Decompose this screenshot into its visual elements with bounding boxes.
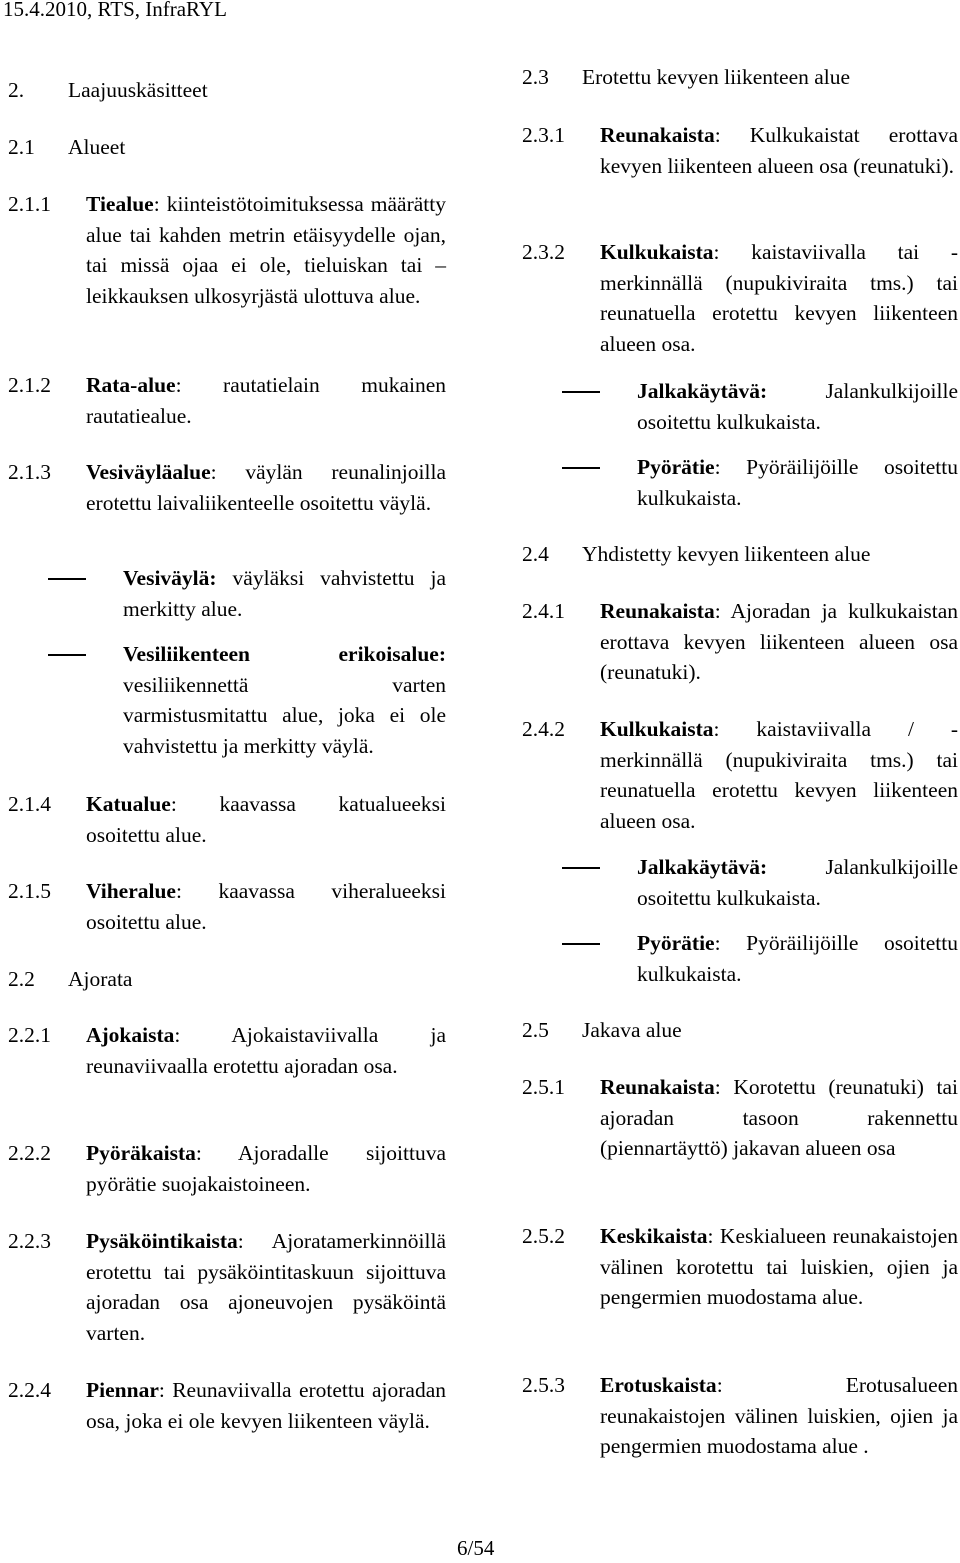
definition-text: : Ajoradan ja kulkukaistan erottava kevyen liikenteen alueen osa (reunatuki). bbox=[600, 599, 958, 684]
item-number: 2.1.4 bbox=[8, 792, 51, 816]
section-title: Alueet bbox=[68, 135, 126, 159]
term: Keskikaista bbox=[600, 1224, 708, 1248]
term: Tiealue bbox=[86, 192, 154, 216]
term: Kulkukaista bbox=[600, 717, 714, 741]
dash-marker bbox=[562, 391, 600, 393]
sub-definition-pyoratie-2 bbox=[562, 928, 958, 989]
definition-2-5-3 bbox=[522, 1370, 958, 1462]
definition-text: : kiinteistötoimituksessa määrätty alue tai kahden metrin etäisyydelle ojan, tai missä ojaa ei ole, tieluiskan tai –leikkauksen ulkosyrjästä ulottuva alue. bbox=[86, 192, 446, 308]
term: Ajokaista bbox=[86, 1023, 175, 1047]
item-number: 2.2.1 bbox=[8, 1023, 51, 1047]
definition-2-1-1 bbox=[8, 189, 446, 311]
definition-2-5-2 bbox=[522, 1221, 958, 1313]
term: Katualue bbox=[86, 792, 171, 816]
section-number: 2.4 bbox=[522, 542, 549, 566]
definition-2-4-1 bbox=[522, 596, 958, 688]
definition-2-2-2 bbox=[8, 1138, 446, 1199]
dash-marker bbox=[48, 578, 86, 580]
page-header: 15.4.2010, RTS, InfraRYL bbox=[3, 0, 227, 21]
item-number: 2.5.3 bbox=[522, 1373, 565, 1397]
item-number: 2.3.2 bbox=[522, 240, 565, 264]
definition-2-1-3 bbox=[8, 457, 446, 518]
section-number: 2.1 bbox=[8, 135, 35, 159]
term: Vesiväyläalue bbox=[86, 460, 211, 484]
sub-definition-jalkakaytava-2 bbox=[562, 852, 958, 913]
item-number: 2.1.2 bbox=[8, 373, 51, 397]
definition-text: : Korotettu (reunatuki) tai ajoradan tasoon rakennettu (piennartäyttö) jakavan alueen osa bbox=[600, 1075, 958, 1160]
term: Piennar bbox=[86, 1378, 159, 1402]
item-number: 2.1.3 bbox=[8, 460, 51, 484]
definition-text: : Ajoradalle sijoittuva pyörätie suojakaistoineen. bbox=[86, 1141, 446, 1196]
item-number: 2.2.3 bbox=[8, 1229, 51, 1253]
section-heading-2-3 bbox=[522, 62, 850, 93]
definition-2-1-4 bbox=[8, 789, 446, 850]
definition-2-4-2 bbox=[522, 714, 958, 836]
definition-text: : Keskialueen reunakaistojen välinen korotettu tai luiskien, ojien ja pengermien muodostama alue. bbox=[600, 1224, 958, 1309]
item-number: 2.4.2 bbox=[522, 717, 565, 741]
term: Pyörätie bbox=[637, 455, 715, 479]
term: Viheralue bbox=[86, 879, 176, 903]
dash-marker bbox=[562, 467, 600, 469]
sub-definition-vesivayla bbox=[48, 563, 446, 624]
definition-text: : kaavassa katualueeksi osoitettu alue. bbox=[86, 792, 446, 847]
definition-text: : Kulkukaistat erottava kevyen liikenteen alueen osa (reunatuki). bbox=[600, 123, 958, 178]
term: Reunakaista bbox=[600, 123, 715, 147]
section-number: 2.2 bbox=[8, 967, 35, 991]
definition-2-3-1 bbox=[522, 120, 958, 181]
sub-definition-jalkakaytava bbox=[562, 376, 958, 437]
dash-marker bbox=[562, 867, 600, 869]
item-number: 2.3.1 bbox=[522, 123, 565, 147]
definition-text: : Reunaviivalla erotettu ajoradan osa, joka ei ole kevyen liikenteen väylä. bbox=[86, 1378, 446, 1433]
definition-text: vesiliikennettä varten varmistusmitattu alue, joka ei ole vahvistettu ja merkitty väylä. bbox=[123, 672, 446, 758]
section-title: Yhdistetty kevyen liikenteen alue bbox=[582, 542, 871, 566]
term: Pyörätie bbox=[637, 931, 715, 955]
section-heading-2-4 bbox=[522, 539, 870, 570]
item-number: 2.1.1 bbox=[8, 192, 51, 216]
item-number: 2.5.2 bbox=[522, 1224, 565, 1248]
section-title: Erotettu kevyen liikenteen alue bbox=[582, 65, 851, 89]
term: Vesiväylä: bbox=[123, 566, 217, 590]
definition-2-1-2 bbox=[8, 370, 446, 431]
term: Reunakaista bbox=[600, 599, 715, 623]
term: Kulkukaista bbox=[600, 240, 714, 264]
definition-2-2-4 bbox=[8, 1375, 446, 1436]
definition-text: : Pyöräilijöille osoitettu kulkukaista. bbox=[637, 455, 958, 510]
definition-text: : kaistaviivalla / -merkinnällä (nupukiviraita tms.) tai reunatuella erotettu kevyen liikenteen alueen osa. bbox=[600, 717, 958, 833]
item-number: 2.1.5 bbox=[8, 879, 51, 903]
dash-marker bbox=[48, 654, 86, 656]
sub-definition-pyoratie bbox=[562, 452, 958, 513]
item-number: 2.4.1 bbox=[522, 599, 565, 623]
definition-text: : kaavassa viheralueeksi osoitettu alue. bbox=[86, 879, 446, 934]
section-heading-2 bbox=[8, 75, 208, 106]
sub-definition-vesiliikenteen-erikoisalue bbox=[48, 639, 446, 761]
definition-2-2-3 bbox=[8, 1226, 446, 1348]
term: Pysäköintikaista bbox=[86, 1229, 238, 1253]
section-number: 2. bbox=[8, 78, 25, 102]
section-number: 2.5 bbox=[522, 1018, 549, 1042]
definition-2-2-1 bbox=[8, 1020, 446, 1081]
item-number: 2.5.1 bbox=[522, 1075, 565, 1099]
section-number: 2.3 bbox=[522, 65, 549, 89]
term: Pyöräkaista bbox=[86, 1141, 196, 1165]
definition-text: : väylän reunalinjoilla erotettu laivaliikenteelle osoitettu väylä. bbox=[86, 460, 446, 515]
term: Reunakaista bbox=[600, 1075, 715, 1099]
term: Jalkakäytävä: bbox=[637, 379, 768, 403]
definition-2-1-5 bbox=[8, 876, 446, 937]
definition-text: Jalankulkijoille osoitettu kulkukaista. bbox=[637, 379, 958, 434]
definition-text: : kaistaviivalla tai -merkinnällä (nupukiviraita tms.) tai reunatuella erotettu kevyen liikenteen alueen osa. bbox=[600, 240, 958, 356]
item-number: 2.2.4 bbox=[8, 1378, 51, 1402]
definition-2-5-1 bbox=[522, 1072, 958, 1164]
item-number: 2.2.2 bbox=[8, 1141, 51, 1165]
section-heading-2-5 bbox=[522, 1015, 682, 1046]
definition-text: : Erotusalueen reunakaistojen välinen luiskien, ojien ja pengermien muodostama alue . bbox=[600, 1373, 958, 1458]
section-heading-2-2 bbox=[8, 964, 132, 995]
page-number: 6/54 bbox=[457, 1536, 495, 1560]
term: Jalkakäytävä: bbox=[637, 855, 768, 879]
term: Erotuskaista bbox=[600, 1373, 717, 1397]
term: Vesiliikenteen erikoisalue: bbox=[123, 642, 446, 666]
dash-marker bbox=[562, 943, 600, 945]
section-heading-2-1 bbox=[8, 132, 125, 163]
section-title: Jakava alue bbox=[582, 1018, 682, 1042]
definition-text: Jalankulkijoille osoitettu kulkukaista. bbox=[637, 855, 958, 910]
section-title: Laajuuskäsitteet bbox=[68, 78, 208, 102]
definition-text: : Ajoratamerkinnöillä erotettu tai pysäköintitaskuun sijoittuva ajoradan osa ajoneuvojen pysäköintä varten. bbox=[86, 1229, 446, 1345]
definition-text: : rautatielain mukainen rautatiealue. bbox=[86, 373, 446, 428]
definition-2-3-2 bbox=[522, 237, 958, 359]
definition-text: : Ajokaistaviivalla ja reunaviivaalla erotettu ajoradan osa. bbox=[86, 1023, 446, 1078]
term: Rata-alue bbox=[86, 373, 176, 397]
definition-text: väyläksi vahvistettu ja merkitty alue. bbox=[123, 566, 446, 621]
section-title: Ajorata bbox=[68, 967, 133, 991]
definition-text: : Pyöräilijöille osoitettu kulkukaista. bbox=[637, 931, 958, 986]
